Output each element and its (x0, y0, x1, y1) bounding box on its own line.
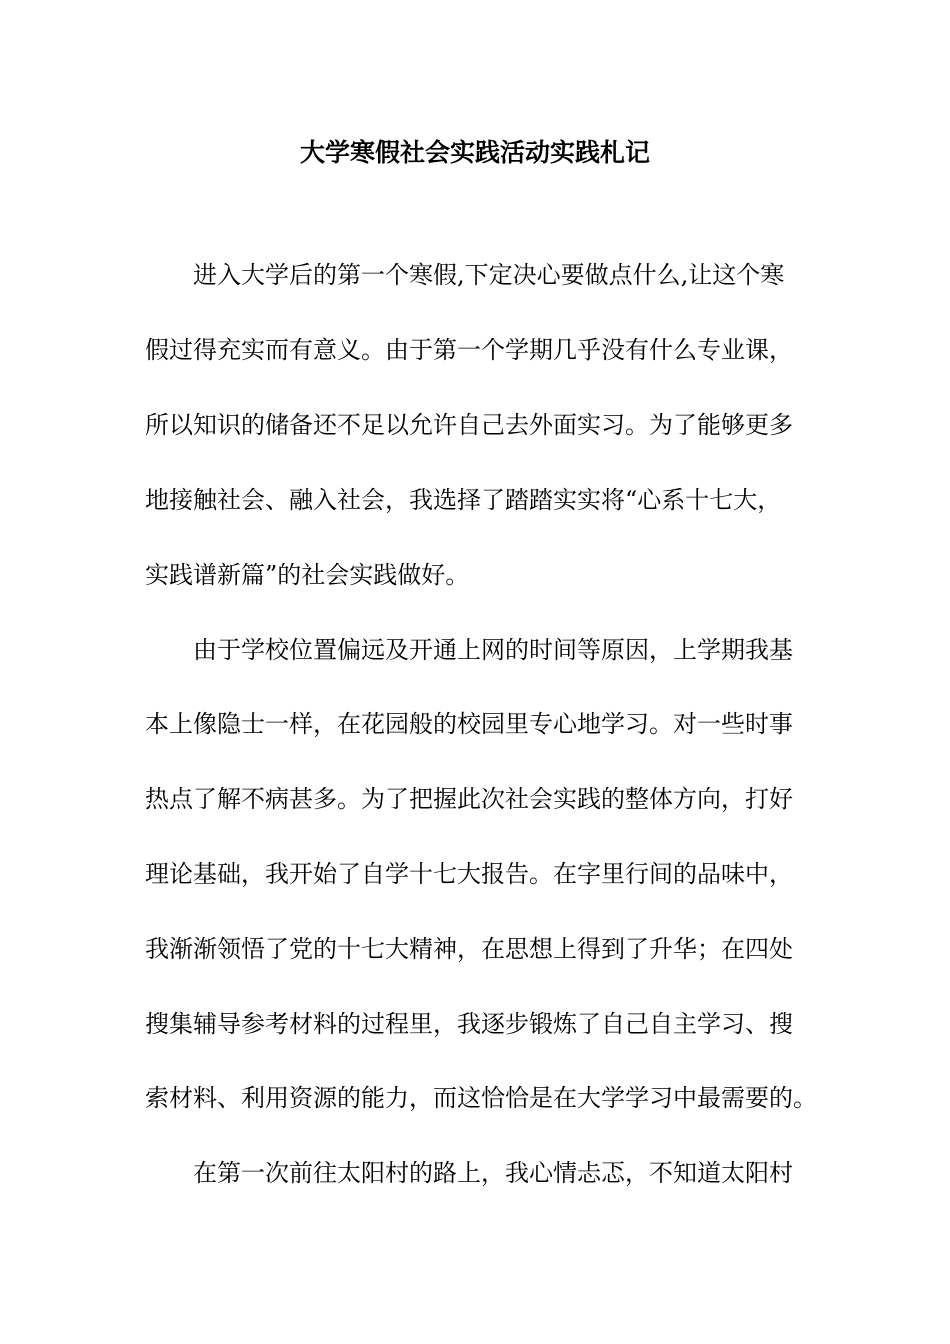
paragraph-1-line-1: 进入大学后的第一个寒假,下定决心要做点什么,让这个寒 (193, 261, 785, 289)
paragraph-2-line-3: 热点了解不病甚多。为了把握此次社会实践的整体方向，打好 (145, 785, 793, 813)
paragraph-2-line-1: 由于学校位置偏远及开通上网的时间等原因，上学期我基 (193, 636, 793, 664)
paragraph-2-line-4: 理论基础，我开始了自学十七大报告。在字里行间的品味中， (145, 860, 793, 888)
document-title: 大学寒假社会实践活动实践札记 (299, 138, 650, 167)
paragraph-2-line-2: 本上像隐士一样，在花园般的校园里专心地学习。对一些时事 (145, 710, 793, 738)
paragraph-2-line-5: 我渐渐领悟了党的十七大精神，在思想上得到了升华；在四处 (145, 935, 793, 963)
paragraph-3-line-1: 在第一次前往太阳村的路上，我心情忐忑，不知道太阳村 (193, 1159, 793, 1187)
paragraph-1-line-4: 地接触社会、融入社会，我选择了踏踏实实将“心系十七大， (145, 486, 782, 514)
paragraph-1-line-2: 假过得充实而有意义。由于第一个学期几乎没有什么专业课， (145, 336, 793, 364)
paragraph-2-line-6: 搜集辅导参考材料的过程里，我逐步锻炼了自己自主学习、搜 (145, 1010, 793, 1038)
paragraph-2-line-7: 索材料、利用资源的能力，而这恰恰是在大学学习中最需要的。 (145, 1084, 817, 1112)
paragraph-1-line-5: 实践谱新篇”的社会实践做好。 (145, 561, 470, 589)
paragraph-1-line-3: 所以知识的储备还不足以允许自己去外面实习。为了能够更多 (145, 411, 793, 439)
